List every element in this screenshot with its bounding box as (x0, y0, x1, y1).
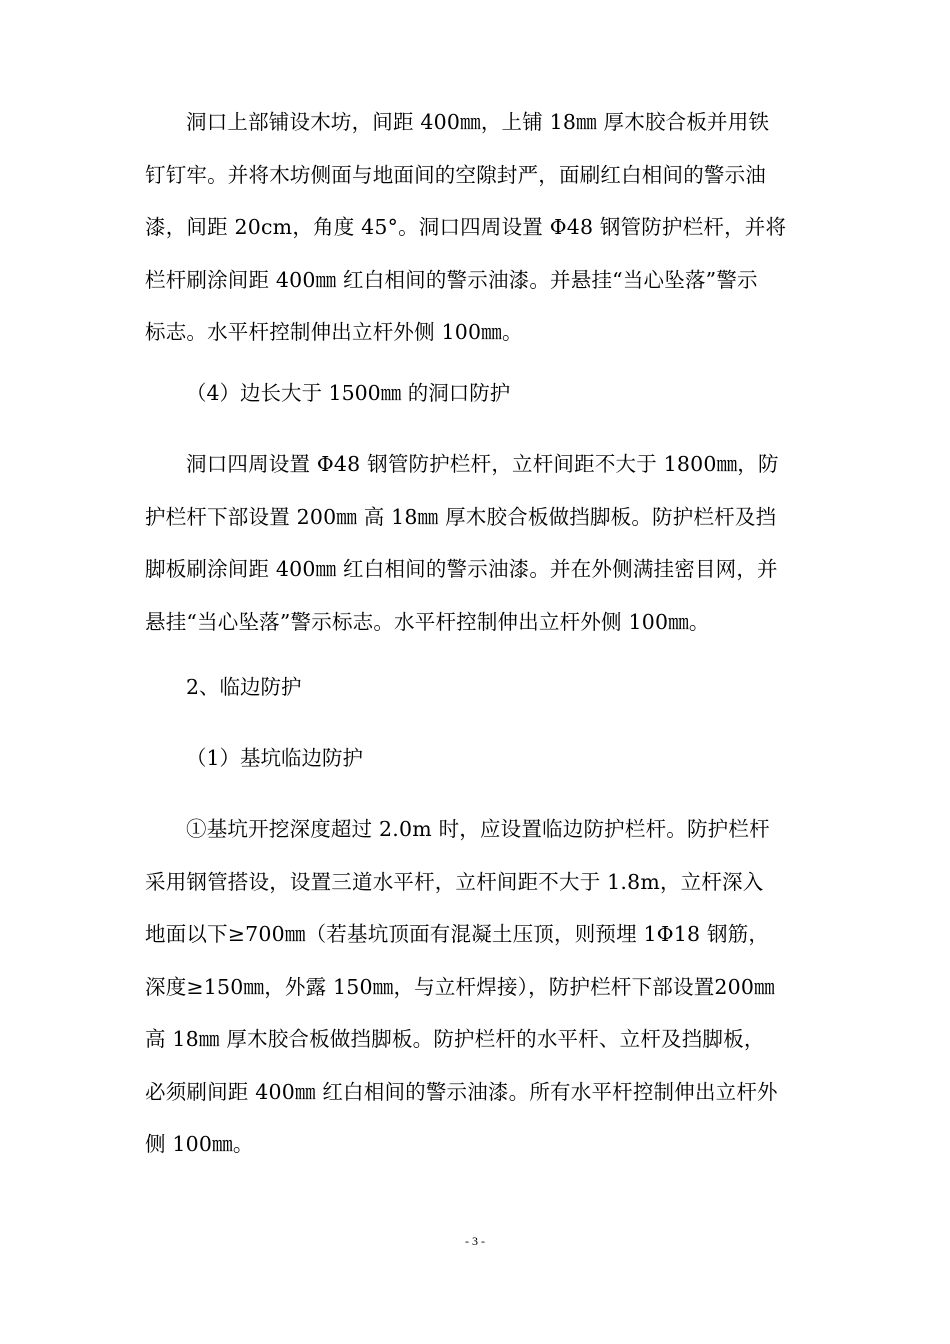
paragraph-hole-cover (145, 96, 813, 359)
text-line: 栏杆刷涂间距 400㎜ 红白相间的警示油漆。并悬挂“当心坠落”警示 (145, 267, 758, 292)
text-line: 洞口四周设置 Φ48 钢管防护栏杆，立杆间距不大于 1800㎜，防 (186, 452, 779, 476)
paragraph-pit-edge (145, 803, 813, 1171)
text-line: ①基坑开挖深度超过 2.0m 时，应设置临边防护栏杆。防护栏杆 (186, 817, 770, 841)
paragraph-large-hole (145, 438, 813, 648)
text-line: 地面以下≥700㎜（若基坑顶面有混凝土压顶，则预埋 1Φ18 钢筋， (145, 922, 770, 946)
text-line: 洞口上部铺设木坊，间距 400㎜，上铺 18㎜ 厚木胶合板并用铁 (186, 110, 770, 134)
text-line: 悬挂“当心坠落”警示标志。水平杆控制伸出立杆外侧 100㎜。 (145, 609, 710, 634)
section-heading-pit-edge: （1）基坑临边防护 (186, 746, 364, 770)
text-line: 钉钉牢。并将木坊侧面与地面间的空隙封严，面刷红白相间的警示油 (145, 162, 766, 187)
section-heading-large-hole: （4）边长大于 1500㎜ 的洞口防护 (186, 381, 511, 405)
text-line: 侧 100㎜。 (145, 1132, 254, 1156)
text-line: 深度≥150㎜，外露 150㎜，与立杆焊接），防护栏杆下部设置200㎜ (145, 974, 775, 999)
text-line: 漆，间距 20cm，角度 45°。洞口四周设置 Φ48 钢管防护栏杆，并将 (145, 215, 787, 239)
text-line: 护栏杆下部设置 200㎜ 高 18㎜ 厚木胶合板做挡脚板。防护栏杆及挡 (145, 504, 777, 529)
text-line: 标志。水平杆控制伸出立杆外侧 100㎜。 (145, 320, 523, 344)
text-line: 必须刷间距 400㎜ 红白相间的警示油漆。所有水平杆控制伸出立杆外 (145, 1079, 778, 1104)
text-line: 采用钢管搭设，设置三道水平杆，立杆间距不大于 1.8m，立杆深入 (145, 869, 764, 894)
section-heading-edge-protection: 2、临边防护 (186, 675, 302, 699)
text-line: 脚板刷涂间距 400㎜ 红白相间的警示油漆。并在外侧满挂密目网，并 (145, 557, 778, 581)
text-line: 高 18㎜ 厚木胶合板做挡脚板。防护栏杆的水平杆、立杆及挡脚板， (145, 1027, 765, 1051)
page-number: - 3 - (465, 1234, 485, 1248)
